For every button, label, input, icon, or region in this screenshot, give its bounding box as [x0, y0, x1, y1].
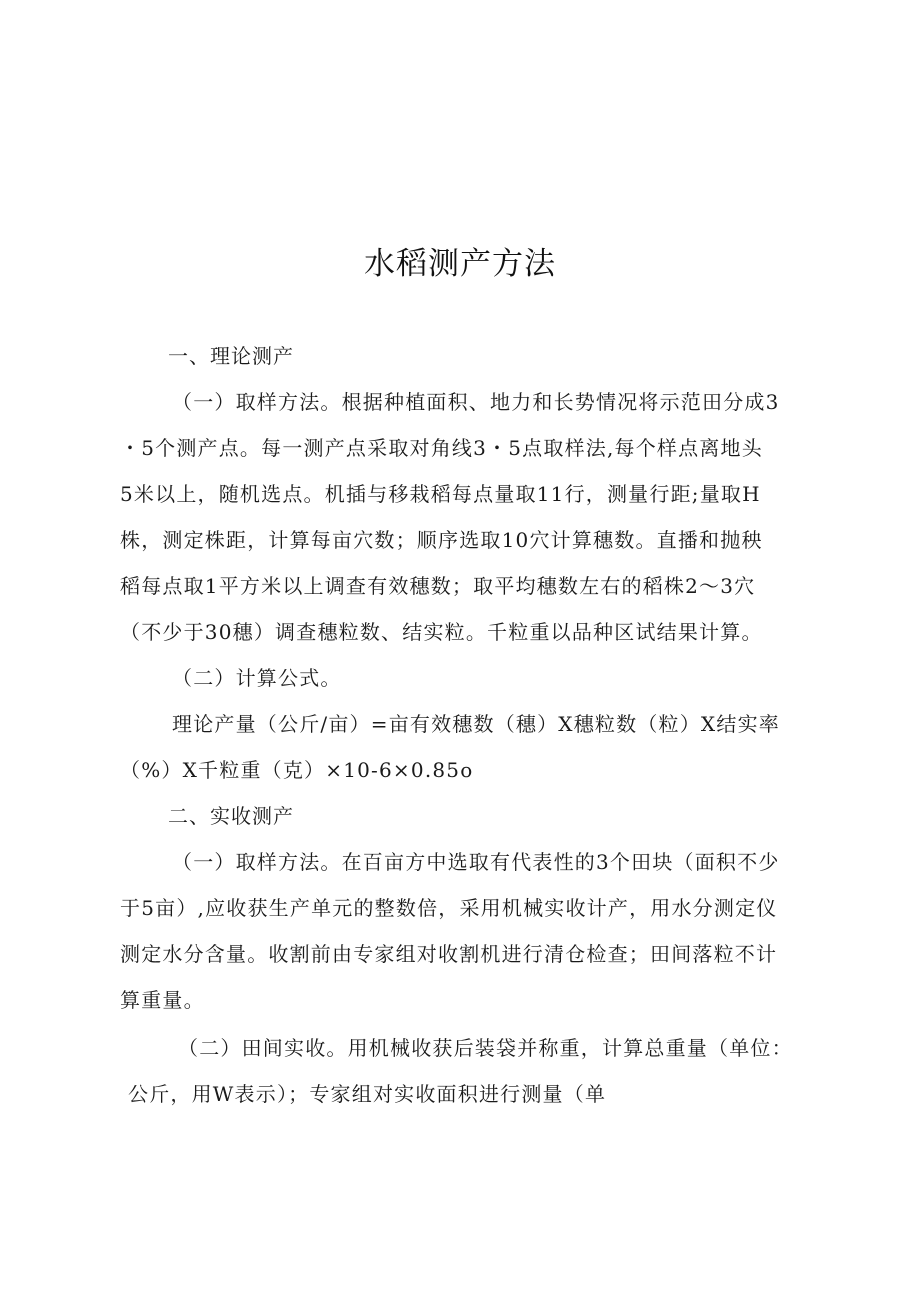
paragraph-line: 稻每点取1平方米以上调查有效穗数；取平均穗数左右的稻株2〜3穴 — [120, 574, 756, 598]
paragraph-line: 公斤，用W表示）；专家组对实收面积进行测量（单 — [128, 1082, 607, 1106]
formula-line: 理论产量（公斤/亩）=亩有效穗数（穗）X穗粒数（粒）X结实率 — [172, 712, 780, 736]
paragraph-line: 株，测定株距，计算每亩穴数；顺序选取10穴计算穗数。直播和抛秧 — [120, 528, 763, 552]
formula-line: （%）X千粒重（克）×10-6×0.85o — [120, 758, 474, 782]
paragraph-line: （二）田间实收。用机械收获后装袋并称重，计算总重量（单位： — [178, 1036, 793, 1060]
section-heading-1: 一、理论测产 — [168, 344, 294, 368]
page-title: 水稻测产方法 — [364, 246, 556, 282]
paragraph-line: （一）取样方法。根据种植面积、地力和长势情况将示范田分成3 — [172, 390, 780, 414]
paragraph-line: 5米以上，随机选点。机插与移栽稻每点量取11行，测量行距;量取H — [120, 482, 761, 506]
paragraph-line: 算重量。 — [120, 988, 205, 1012]
paragraph-line: （不少于30穗）调查穗粒数、结实粒。千粒重以品种区试结果计算。 — [120, 620, 763, 644]
paragraph-line: 测定水分含量。收割前由专家组对收割机进行清仓检查；田间落粒不计 — [120, 942, 778, 966]
paragraph-line: （一）取样方法。在百亩方中选取有代表性的3个田块（面积不少 — [172, 850, 780, 874]
section-heading-2: 二、实收测产 — [168, 804, 294, 828]
paragraph-line: 于5亩）,应收获生产单元的整数倍，采用机械实收计产，用水分测定仪 — [120, 896, 778, 920]
subsection-heading: （二）计算公式。 — [172, 666, 342, 690]
paragraph-line: ・5个测产点。每一测产点采取对角线3・5点取样法,每个样点离地头 — [120, 436, 763, 460]
